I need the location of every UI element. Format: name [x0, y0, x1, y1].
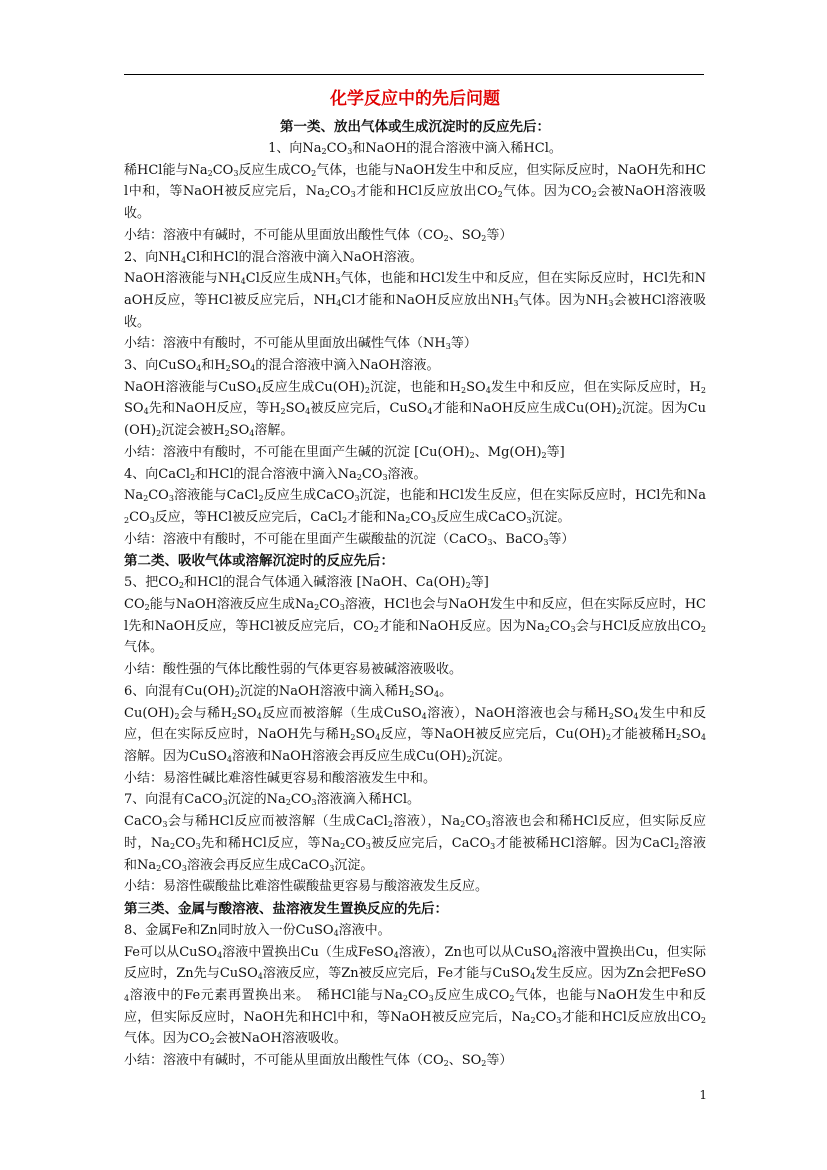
paragraph: Fe可以从CuSO$_4$溶液中置换出Cu（生成FeSO$_4$溶液），Zn也可以从CuSO$_4$溶液中置换出Cu，但实际反应时，Zn先与CuSO$_4$溶液反应，等Zn被反应完后，Fe才能与CuSO$_4$发生反应。因为Zn会把FeSO$_4$溶液中的Fe元素再置换出来。 稀HCl能与$Na_2CO_3$反应生成$CO_2$气体，也能与NaOH发生中和反应，但实际反应时，NaOH先和HCl中和，等NaOH被反应完后，$Na_2CO_3$才能和HCl反应放出$CO_2$气体。因为$CO_2$会被NaOH溶液吸收。 — [124, 944, 707, 1047]
paragraph: NaOH溶液能与$NH_4Cl$反应生成$NH_3$气体，也能和HCl发生中和反应，但在实际反应时，HCl先和NaOH反应，等HCl被反应完后，$NH_4Cl$才能和NaOH反应放出$NH_3$气体。因为$NH_3$会被HCl溶液吸收。 — [124, 271, 706, 330]
paragraph: 稀HCl能与$Na_2CO_3$反应生成$CO_2$气体，也能与NaOH发生中和反应，但实际反应时，NaOH先和HCl中和，等NaOH被反应完后，$Na_2CO_3$才能和HCl反应放出$CO_2$气体。因为$CO_2$会被NaOH溶液吸收。 — [124, 162, 707, 222]
paragraph: NaOH溶液能与CuSO$_4$反应生成$Cu(OH)_2$沉淀，也能和$H_2SO_4$发生中和反应，但在实际反应时，$H_2SO_4$先和NaOH反应，等$H_2SO_4$被反应完后，CuSO$_4$才能和NaOH反应生成$Cu(OH)_2$沉淀。因为$Cu(OH)_2$沉淀会被$H_2SO_4$溶解。 — [124, 379, 706, 439]
page-number: 1 — [699, 1088, 707, 1102]
question-8: 8、金属Fe和Zn同时放入一份CuSO$_4$溶液中。 — [124, 922, 391, 938]
summary: 小结：溶液中有酸时，不可能从里面放出碱性气体（$NH_3$等） — [124, 336, 477, 352]
question-2: 2、向$NH_4Cl$和HCl的混合溶液中滴入NaOH溶液。 — [124, 249, 423, 265]
paragraph: $Na_2CO_3$溶液能与CaCl$_2$反应生成CaCO$_3$沉淀，也能和HCl发生反应，但在实际反应时，HCl先和$Na_2CO_3$反应，等HCl被反应完后，CaCl$_2$才能和$Na_2CO_3$反应生成CaCO$_3$沉淀。 — [124, 488, 706, 525]
question-5: 5、把$CO_2$和HCl的混合气体通入碱溶液 [NaOH、$Ca(OH)_2$等] — [124, 575, 489, 591]
question-4: 4、向CaCl$_2$和HCl的混合溶液中滴入$Na_2CO_3$溶液。 — [124, 466, 427, 482]
question-3: 3、向CuSO$_4$和$H_2SO_4$的混合溶液中滴入NaOH溶液。 — [124, 358, 440, 374]
section-heading-1: 第一类、放出气体或生成沉淀时的反应先后： — [280, 119, 550, 135]
question-7: 7、向混有CaCO$_3$沉淀的$Na_2CO_3$溶液滴入稀HCl。 — [124, 792, 421, 808]
header-rule — [124, 74, 704, 75]
summary: 小结：易溶性碱比难溶性碱更容易和酸溶液发生中和。 — [124, 770, 437, 786]
summary: 小结：溶液中有碱时，不可能从里面放出酸性气体（$CO_2$、$SO_2$等） — [124, 1053, 513, 1069]
paragraph: $Cu(OH)_2$会与稀$H_2SO_4$反应而被溶解（生成CuSO$_4$溶液），NaOH溶液也会与稀$H_2SO_4$发生中和反应，但在实际反应时，NaOH先与稀$H_2SO_4$反应，等NaOH被反应完后，$Cu(OH)_2$才能被稀$H_2SO_4$溶解。因为CuSO$_4$溶液和NaOH溶液会再反应生成$Cu(OH)_2$沉淀。 — [124, 705, 706, 764]
paragraph: $CO_2$能与NaOH溶液反应生成$Na_2CO_3$溶液，HCl也会与NaOH发生中和反应，但在实际反应时，HCl先和NaOH反应，等HCl被反应完后，$CO_2$才能和NaOH反应。因为$Na_2CO_3$会与HCl反应放出$CO_2$气体。 — [124, 597, 707, 656]
document-title: 化学反应中的先后问题 — [330, 89, 500, 109]
section-heading-2: 第二类、吸收气体或溶解沉淀时的反应先后： — [124, 553, 394, 570]
summary: 小结：酸性强的气体比酸性弱的气体更容易被碱溶液吸收。 — [124, 662, 463, 678]
paragraph: CaCO$_3$会与稀HCl反应而被溶解（生成CaCl$_2$溶液），$Na_2CO_3$溶液也会和稀HCl反应，但实际反应时，$Na_2CO_3$先和稀HCl反应，等$Na_2CO_3$被反应完后，CaCO$_3$才能被稀HCl溶解。因为CaCl$_2$溶液和$Na_2CO_3$溶液会再反应生成CaCO$_3$沉淀。 — [124, 814, 706, 873]
summary: 小结：溶液中有酸时，不可能在里面产生碳酸盐的沉淀（CaCO$_3$、BaCO$_3$等） — [124, 531, 575, 547]
summary: 小结：溶液中有酸时，不可能在里面产生碱的沉淀 [$Cu(OH)_2$、$Mg(OH)_2$等] — [124, 444, 565, 460]
document-page — [124, 86, 706, 1072]
question-6: 6、向混有$Cu(OH)_2$沉淀的NaOH溶液中滴入稀$H_2SO_4$。 — [124, 683, 453, 699]
summary: 小结：易溶性碳酸盐比难溶性碳酸盐更容易与酸溶液发生反应。 — [124, 879, 489, 895]
summary: 小结：溶液中有碱时，不可能从里面放出酸性气体（$CO_2$、$SO_2$等） — [124, 227, 513, 243]
question-1: 1、向$Na_2CO_3$和NaOH的混合溶液中滴入稀HCl。 — [268, 141, 562, 156]
section-heading-3: 第三类、金属与酸溶液、盐溶液发生置换反应的先后： — [124, 900, 448, 917]
